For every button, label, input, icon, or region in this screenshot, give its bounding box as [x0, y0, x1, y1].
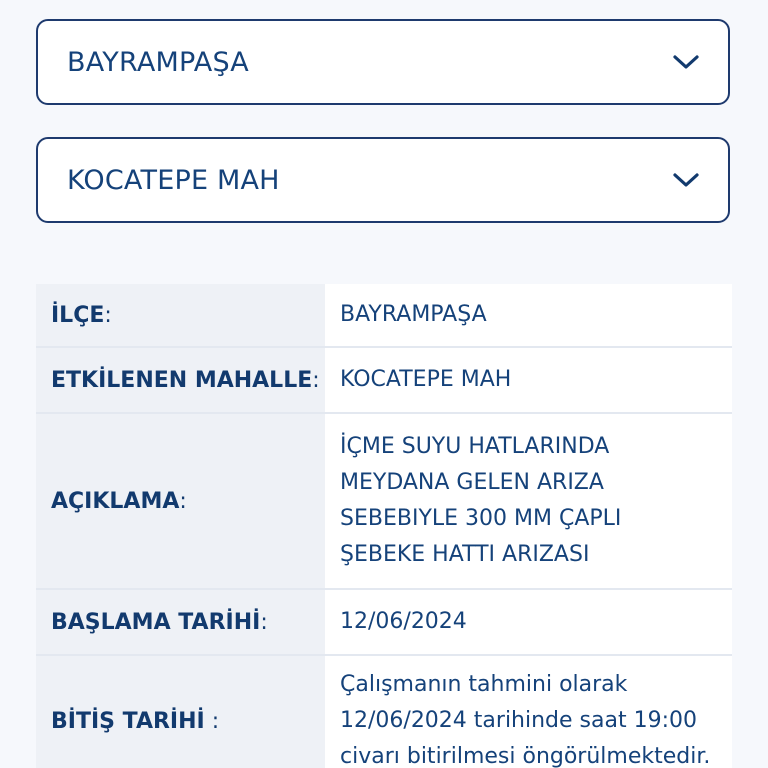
- table-row: [36, 590, 732, 656]
- row-value: İÇME SUYU HATLARINDA MEYDANA GELEN ARIZA SEBEBIYLE 300 MM ÇAPLI ŞEBEKE HATTI ARIZASI: [325, 414, 732, 588]
- row-label-text: İLÇE: [51, 302, 105, 328]
- neighborhood-select-value: KOCATEPE MAH: [67, 164, 280, 196]
- chevron-down-icon: [672, 53, 700, 71]
- district-select[interactable]: [36, 19, 730, 105]
- table-row: [36, 656, 732, 768]
- row-value: Çalışmanın tahmini olarak 12/06/2024 tarihinde saat 19:00 civarı bitirilmesi öngörülmektedir.: [325, 656, 732, 768]
- row-label: BAŞLAMA TARİHİ :: [36, 590, 325, 654]
- chevron-down-icon: [672, 171, 700, 189]
- row-value: KOCATEPE MAH: [325, 348, 732, 412]
- table-row: [36, 414, 732, 590]
- table-row: [36, 348, 732, 414]
- table-row: [36, 284, 732, 348]
- row-label: BİTİŞ TARİHİ :: [36, 656, 325, 768]
- row-label: AÇIKLAMA :: [36, 414, 325, 588]
- row-label-text: ETKİLENEN MAHALLE: [51, 367, 313, 393]
- outage-info-table: [36, 284, 732, 768]
- row-label-text: BİTİŞ TARİHİ: [51, 708, 205, 734]
- row-label-text: BAŞLAMA TARİHİ: [51, 609, 261, 635]
- neighborhood-select[interactable]: [36, 137, 730, 223]
- row-label: ETKİLENEN MAHALLE :: [36, 348, 325, 412]
- row-label-text: AÇIKLAMA: [51, 488, 180, 514]
- row-value: 12/06/2024: [325, 590, 732, 654]
- row-label: İLÇE :: [36, 284, 325, 346]
- district-select-value: BAYRAMPAŞA: [67, 46, 249, 78]
- row-value: BAYRAMPAŞA: [325, 284, 732, 346]
